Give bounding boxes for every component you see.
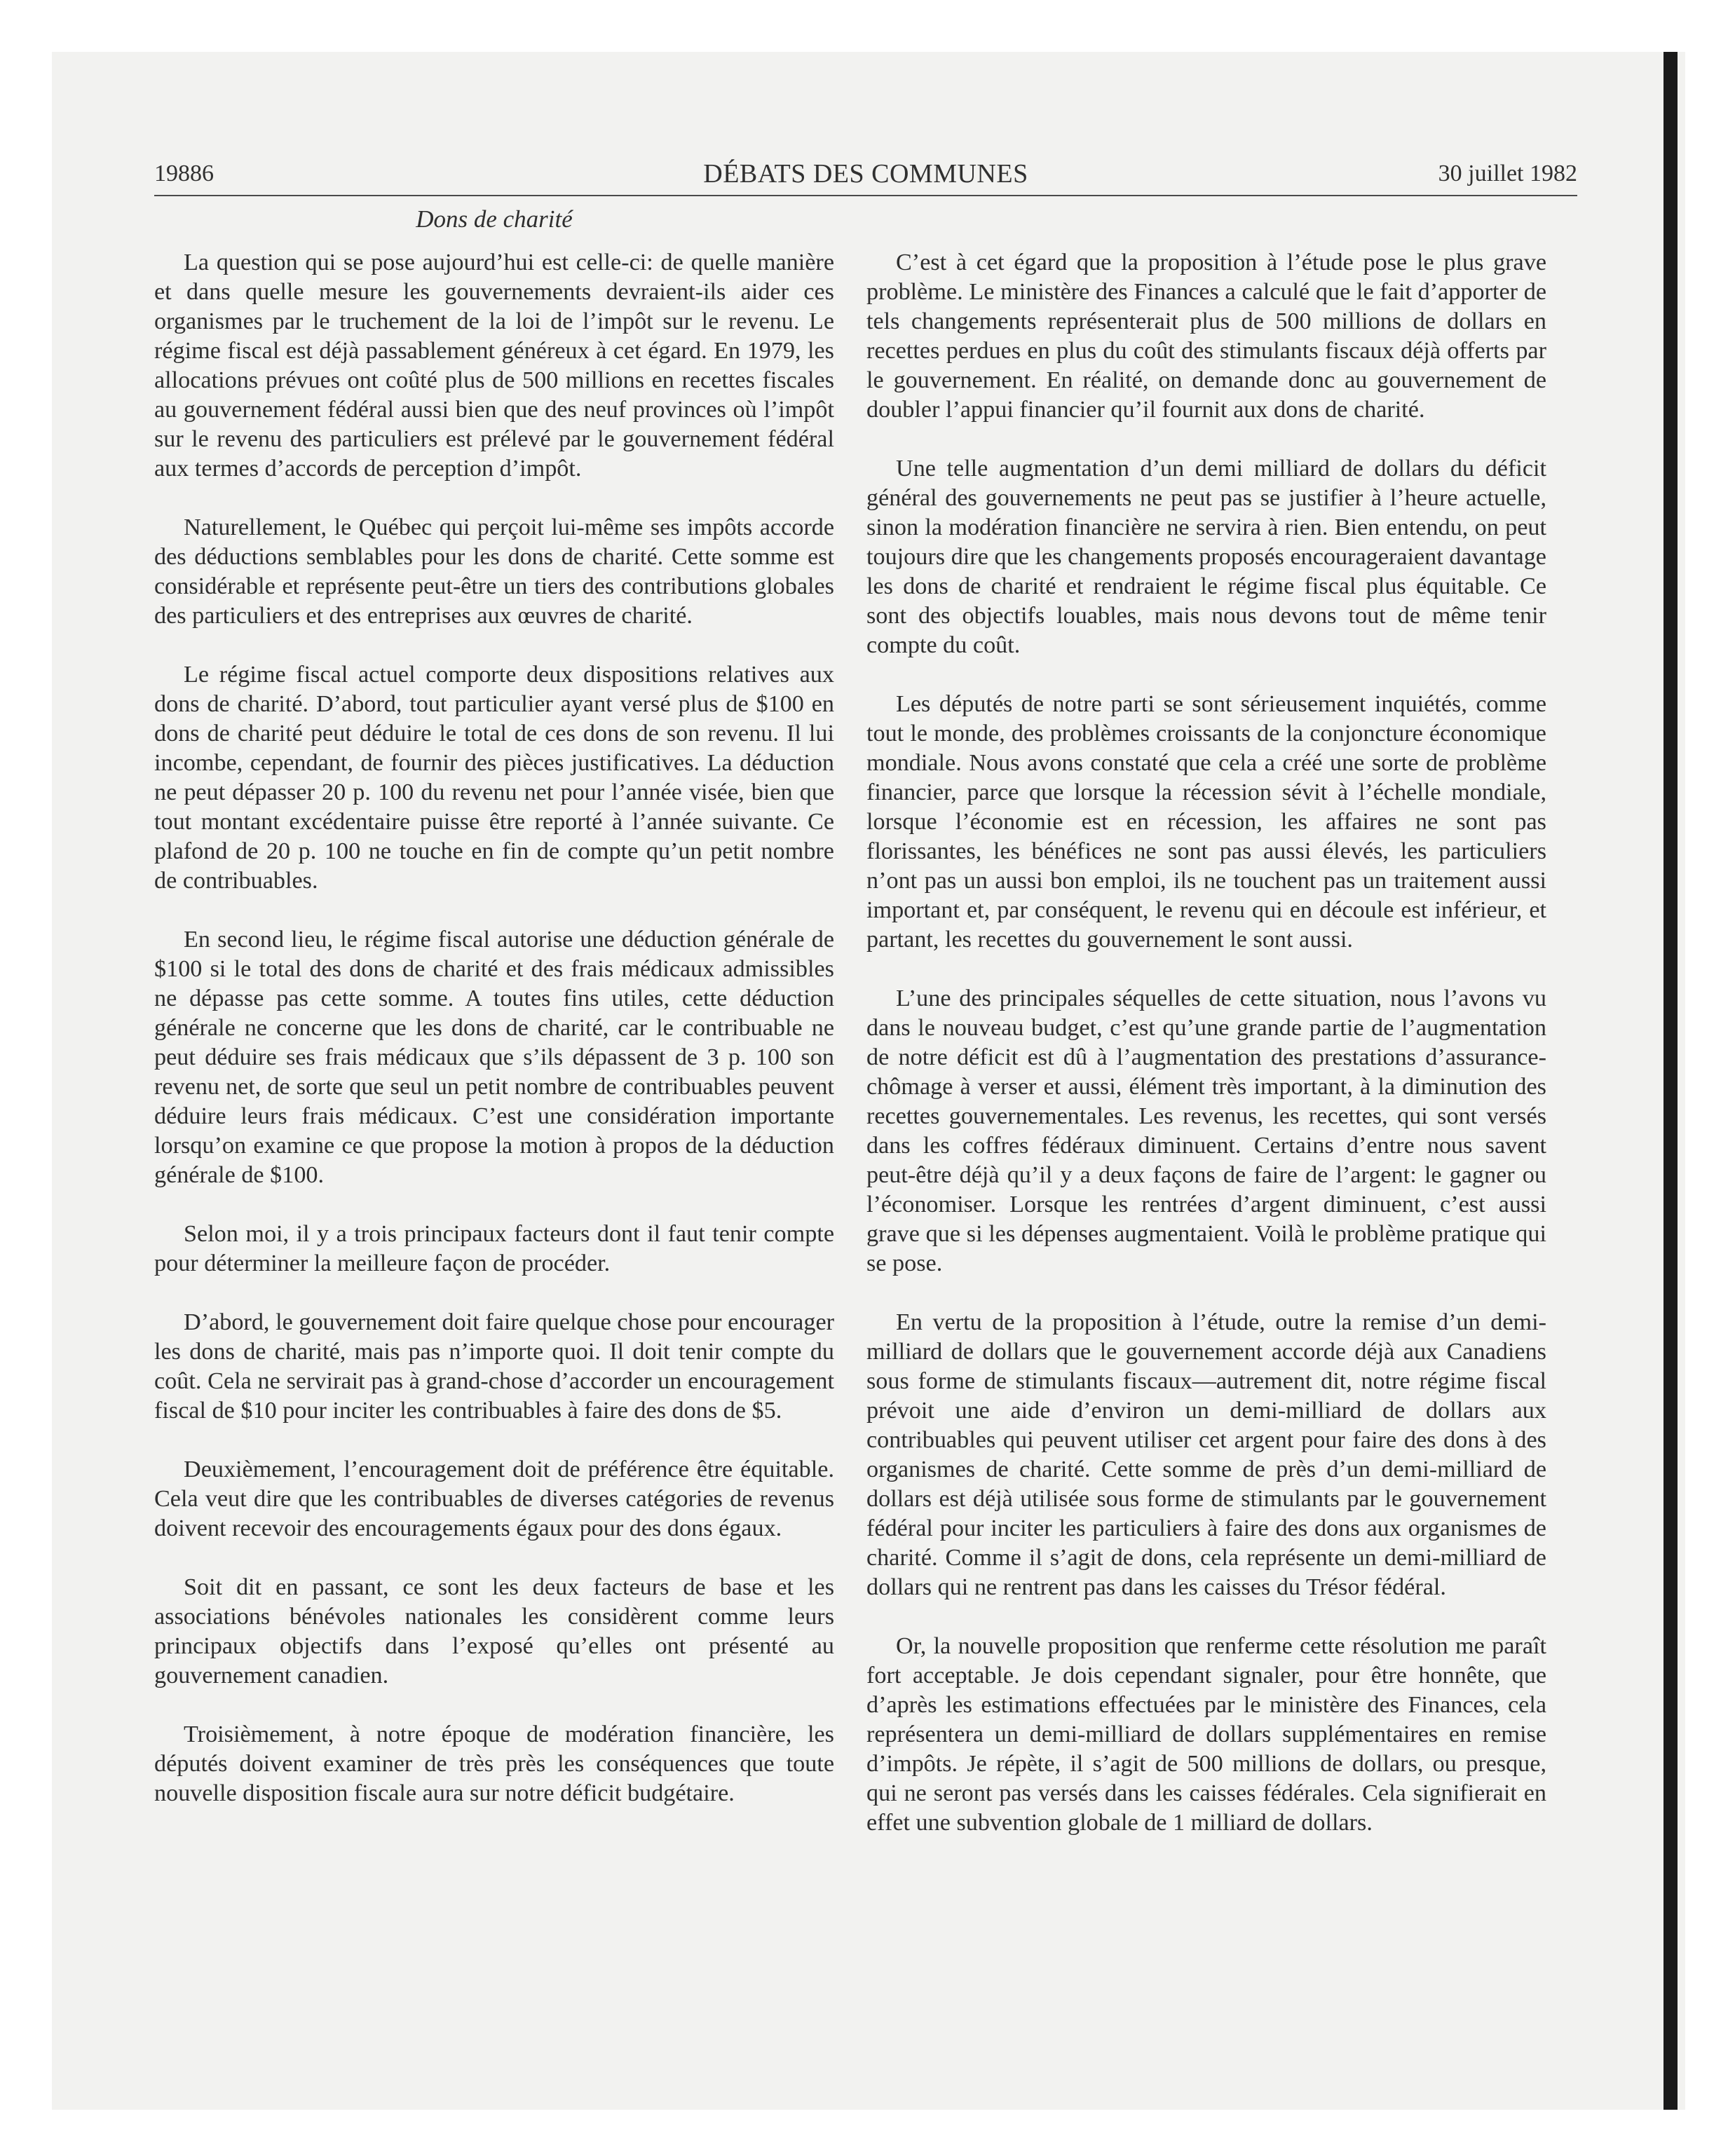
section-heading: Dons de charité <box>416 205 573 233</box>
left-column <box>154 205 834 1808</box>
header-rule <box>154 195 1577 196</box>
paragraph: Soit dit en passant, ce sont les deux facteurs de base et les associations bénévoles nationales les considèrent comme leurs principaux objectifs dans l’exposé qu’elles ont présenté au gouvernement canadien. <box>154 1574 834 1688</box>
paragraph: D’abord, le gouvernement doit faire quelque chose pour encourager les dons de charité, mais pas n’importe quoi. Il doit tenir compte du coût. Cela ne servirait pas à grand-chose d’accorder un encouragement fiscal de $10 pour inciter les contribuables à faire des dons de $5. <box>154 1309 834 1424</box>
paragraph: Les députés de notre parti se sont sérieusement inquiétés, comme tout le monde, des problèmes croissants de la conjoncture économique mondiale. Nous avons constaté que cela a créé une sorte de problème financier, parce que lorsque la récession sévit à l’échelle mondiale, lorsque l’économie est en récession, les affaires ne sont pas florissantes, les bénéfices ne sont pas aussi élevés, les particuliers n’ont pas un aussi bon emploi, ils ne touchent pas un traitement aussi important et, par conséquent, le revenu qui en découle est inférieur, et partant, les recettes du gouvernement le sont aussi. <box>866 691 1546 953</box>
paragraph: Selon moi, il y a trois principaux facteurs dont il faut tenir compte pour déterminer la meilleure façon de procéder. <box>154 1221 834 1276</box>
page-header <box>154 160 1577 193</box>
paragraph: Naturellement, le Québec qui perçoit lui-même ses impôts accorde des déductions semblables pour les dons de charité. Cette somme est considérable et représente peut-être un tiers des contributions globales des particuliers et des entreprises aux œuvres de charité. <box>154 514 834 629</box>
right-column <box>866 248 1546 1838</box>
paragraph: En second lieu, le régime fiscal autorise une déduction générale de $100 si le total des dons de charité et des frais médicaux admissibles ne dépasse pas cette somme. A toutes fins utiles, cette déduction générale ne concerne que les dons de charité, car le contribuable ne peut déduire ses frais médicaux que s’ils dépassent de 3 p. 100 son revenu net, de sorte que seul un petit nombre de contribuables peuvent déduire leurs frais médicaux. C’est une considération importante lorsqu’on examine ce que propose la motion à propos de la déduction générale de $100. <box>154 927 834 1188</box>
paragraph: Troisièmement, à notre époque de modération financière, les députés doivent examiner de très près les conséquences que toute nouvelle disposition fiscale aura sur notre déficit budgétaire. <box>154 1721 834 1806</box>
journal-title: DÉBATS DES COMMUNES <box>703 159 1028 189</box>
issue-date: 30 juillet 1982 <box>1438 161 1577 186</box>
paragraph: Le régime fiscal actuel comporte deux dispositions relatives aux dons de charité. D’abord, tout particulier ayant versé plus de $100 en dons de charité peut déduire le total de ces dons de son revenu. Il lui incombe, cependant, de fournir des pièces justificatives. La déduction ne peut dépasser 20 p. 100 du revenu net pour l’année visée, bien que tout montant excédentaire puisse être reporté à l’année suivante. Ce plafond de 20 p. 100 ne touche en fin de compte qu’un petit nombre de contribuables. <box>154 662 834 894</box>
paragraph: L’une des principales séquelles de cette situation, nous l’avons vu dans le nouveau budget, c’est qu’une grande partie de l’augmentation de notre déficit est dû à l’augmentation des prestations d’assurance-chômage à verser et aussi, élément très important, à la diminution des recettes gouvernementales. Les revenus, les recettes, qui sont versés dans les coffres fédéraux diminuent. Certains d’entre nous savent peut-être déjà qu’il y a deux façons de faire de l’argent: le gagner ou l’économiser. Lorsque les rentrées d’argent diminuent, c’est aussi grave que si les dépenses augmentaient. Voilà le problème pratique qui se pose. <box>866 985 1546 1276</box>
paragraph: La question qui se pose aujourd’hui est celle-ci: de quelle manière et dans quelle mesure les gouvernements devraient-ils aider ces organismes par le truchement de la loi de l’impôt sur le revenu. Le régime fiscal est déjà passablement généreux à cet égard. En 1979, les allocations prévues ont coûté plus de 500 millions en recettes fiscales au gouvernement fédéral aussi bien que des neuf provinces où l’impôt sur le revenu des particuliers est prélevé par le gouvernement fédéral aux termes d’accords de perception d’impôt. <box>154 250 834 482</box>
paragraph: C’est à cet égard que la proposition à l’étude pose le plus grave problème. Le ministère des Finances a calculé que le fait d’apporter de tels changements représenterait plus de 500 millions de dollars en recettes perdues en plus du coût des stimulants fiscaux déjà offerts par le gouvernement. En réalité, on demande donc au gouvernement de doubler l’appui financier qu’il fournit aux dons de charité. <box>866 250 1546 423</box>
paragraph: Une telle augmentation d’un demi milliard de dollars du déficit général des gouvernements ne peut pas se justifier à l’heure actuelle, sinon la modération financière ne servira à rien. Bien entendu, on peut toujours dire que les changements proposés encourageraient davantage les dons de charité et rendraient le régime fiscal plus équitable. Ce sont des objectifs louables, mais nous devons tout de même tenir compte du coût. <box>866 456 1546 658</box>
paragraph: Or, la nouvelle proposition que renferme cette résolution me paraît fort acceptable. Je dois cependant signaler, pour être honnête, que d’après les estimations effectuées par le ministère des Finances, cela représentera un demi-milliard de dollars supplémentaires en remise d’impôts. Je répète, il s’agit de 500 millions de dollars, ou presque, qui ne seront pas versés dans les caisses fédérales. Cela signifierait en effet une subvention globale de 1 milliard de dollars. <box>866 1633 1546 1836</box>
page-number: 19886 <box>154 161 214 186</box>
paragraph: Deuxièmement, l’encouragement doit de préférence être équitable. Cela veut dire que les contribuables de diverses catégories de revenus doivent recevoir des encouragements égaux pour des dons égaux. <box>154 1456 834 1541</box>
paragraph: En vertu de la proposition à l’étude, outre la remise d’un demi-milliard de dollars que le gouvernement accorde déjà aux Canadiens sous forme de stimulants fiscaux—autrement dit, notre régime fiscal prévoit une aide d’environ un demi-milliard de dollars aux contribuables qui peuvent utiliser cet argent pour faire des dons à des organismes de charité. Cette somme de près d’un demi-milliard de dollars est déjà utilisée sous forme de stimulants par le gouvernement fédéral pour inciter les particuliers à faire des dons aux organismes de charité. Comme il s’agit de dons, cela représente un demi-milliard de dollars qui ne rentrent pas dans les caisses du Trésor fédéral. <box>866 1309 1546 1600</box>
scan-border <box>1663 52 1678 2110</box>
